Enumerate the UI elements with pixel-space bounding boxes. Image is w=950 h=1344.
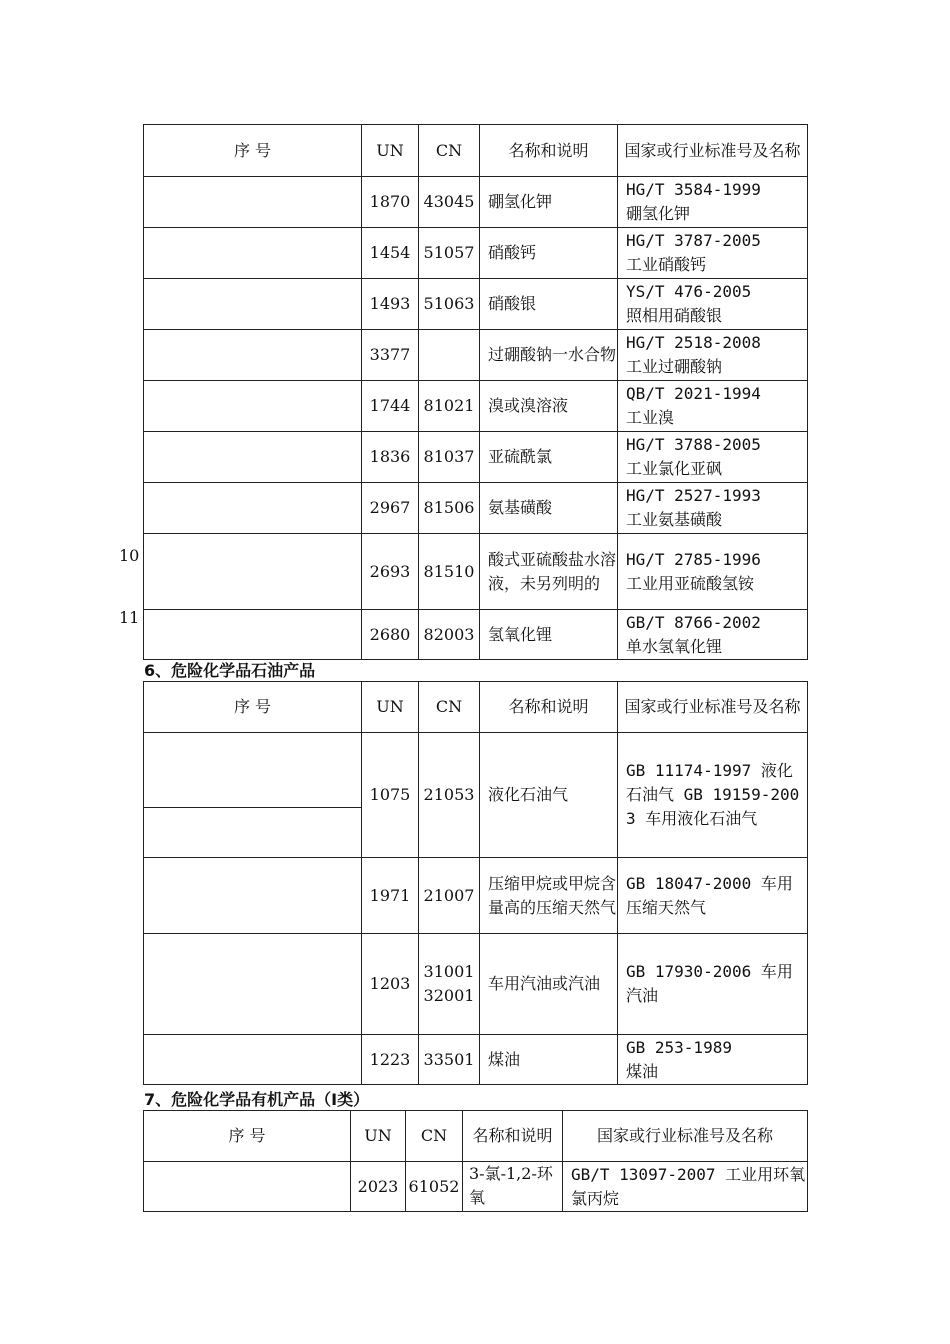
un-cell: 2967 [362,483,419,534]
name-cell: 煤油 [480,1035,618,1085]
std-cell [618,534,808,610]
un-cell: 2693 [362,534,419,610]
table-row [144,610,808,660]
name-cell: 液化石油气 [480,733,618,858]
seq-cell [144,279,362,330]
un-cell: 1203 [362,934,419,1035]
std-code: HG/T 3584-1999 [626,180,761,199]
table-header-row [144,682,808,733]
seq-cell [144,228,362,279]
cn-cell: 43045 [419,177,480,228]
table-row [144,934,808,1035]
std-name: 工业氨基磺酸 [626,510,723,529]
std-cell: GB/T 13097-2007 工业用环氧氯丙烷 [563,1162,808,1212]
chemicals-table-petroleum [143,681,808,1085]
header-seq: 序 号 [144,682,362,733]
std-cell: GB 17930-2006 车用汽油 [618,934,808,1035]
table-row [144,733,808,808]
std-cell [618,177,808,228]
header-cn: CN [419,125,480,177]
cn-cell: 81506 [419,483,480,534]
table-row [144,483,808,534]
seq-cell [144,534,362,610]
un-cell: 1971 [362,858,419,934]
cn-cell: 31001 32001 [419,934,480,1035]
cn-cell: 81021 [419,381,480,432]
seq-cell [144,432,362,483]
cn-cell [419,330,480,381]
header-cn: CN [419,682,480,733]
table-row [144,228,808,279]
std-cell [618,610,808,660]
std-code: HG/T 2527-1993 [626,486,761,505]
std-name: 硼氢化钾 [626,204,691,223]
std-name: 工业过硼酸钠 [626,357,723,376]
name-cell: 氨基磺酸 [480,483,618,534]
std-cell [618,1035,808,1085]
header-seq: 序 号 [144,125,362,177]
cn-cell: 61052 [406,1162,463,1212]
un-cell: 1493 [362,279,419,330]
std-cell [618,381,808,432]
header-std: 国家或行业标准号及名称 [563,1111,808,1162]
table-row [144,858,808,934]
std-cell [618,228,808,279]
header-name: 名称和说明 [463,1111,563,1162]
section-6-heading: 6、危险化学品石油产品 [144,661,316,680]
std-code: GB 253-1989 [626,1037,732,1057]
name-text: 3-氯-1,2-环氧 [469,1164,553,1207]
seq-cell [144,177,362,228]
un-cell: 1836 [362,432,419,483]
seq-cell [144,733,362,808]
table-row [144,432,808,483]
std-cell [618,330,808,381]
table-row [144,330,808,381]
std-name: 工业氯化亚砜 [626,459,723,478]
seq-cell [144,483,362,534]
header-cn: CN [406,1111,463,1162]
seq-cell [144,808,362,858]
std-name: 工业硝酸钙 [626,255,707,274]
std-cell [618,279,808,330]
un-cell: 2680 [362,610,419,660]
name-cell: 亚硫酰氯 [480,432,618,483]
std-cell [618,483,808,534]
name-cell: 溴或溴溶液 [480,381,618,432]
un-cell: 3377 [362,330,419,381]
std-code: HG/T 2518-2008 [626,333,761,352]
table-header-row [144,125,808,177]
section-7-heading: 7、危险化学品有机产品（Ⅰ类） [144,1090,370,1109]
un-cell: 2023 [351,1162,406,1212]
std-name: 工业用亚硫酸氢铵 [626,573,755,593]
std-name: 单水氢氧化锂 [626,636,723,656]
header-un: UN [362,125,419,177]
cn-cell: 21053 [419,733,480,858]
chemicals-table-inorganic [143,124,808,660]
std-code: HG/T 3788-2005 [626,435,761,454]
table-header-row [144,1111,808,1162]
std-code: YS/T 476-2005 [626,282,752,301]
name-cell: 硝酸银 [480,279,618,330]
cn-cell: 81510 [419,534,480,610]
seq-cell [144,330,362,381]
cn-cell: 51057 [419,228,480,279]
name-cell: 硼氢化钾 [480,177,618,228]
seq-cell [144,1162,351,1212]
seq-cell [144,934,362,1035]
cn-cell: 82003 [419,610,480,660]
name-cell: 酸式亚硫酸盐水溶液，未另列明的 [480,534,618,610]
name-cell: 压缩甲烷或甲烷含量高的压缩天然气 [480,858,618,934]
cn-cell: 21007 [419,858,480,934]
table-row [144,1035,808,1085]
table-row [144,279,808,330]
seq-cell [144,1035,362,1085]
std-name: 照相用硝酸银 [626,306,723,325]
header-std: 国家或行业标准号及名称 [618,682,808,733]
name-cell: 过硼酸钠一水合物 [480,330,618,381]
header-seq: 序 号 [144,1111,351,1162]
std-code: QB/T 2021-1994 [626,384,761,403]
name-cell: 硝酸钙 [480,228,618,279]
table-row [144,177,808,228]
cn-cell: 51063 [419,279,480,330]
std-name: 工业溴 [626,408,675,427]
std-code: HG/T 2785-1996 [626,549,761,569]
row-number-10: 10 [119,546,140,565]
cn-cell: 81037 [419,432,480,483]
name-cell [463,1162,563,1212]
cn-cell: 33501 [419,1035,480,1085]
un-cell: 1454 [362,228,419,279]
table-row [144,381,808,432]
un-cell: 1870 [362,177,419,228]
seq-cell [144,858,362,934]
row-number-11: 11 [119,608,140,627]
std-name: 煤油 [626,1061,659,1081]
seq-cell [144,381,362,432]
name-cell: 车用汽油或汽油 [480,934,618,1035]
std-cell: GB 18047-2000 车用压缩天然气 [618,858,808,934]
seq-cell [144,610,362,660]
table-row [144,534,808,610]
un-cell: 1223 [362,1035,419,1085]
un-cell: 1744 [362,381,419,432]
header-std: 国家或行业标准号及名称 [618,125,808,177]
std-cell [618,432,808,483]
table-row [144,1162,808,1212]
header-un: UN [362,682,419,733]
header-name: 名称和说明 [480,682,618,733]
chemicals-table-organic [143,1110,808,1212]
std-code: GB/T 8766-2002 [626,612,761,632]
std-code: HG/T 3787-2005 [626,231,761,250]
name-cell: 氢氧化锂 [480,610,618,660]
header-un: UN [351,1111,406,1162]
std-cell: GB 11174-1997 液化石油气 GB 19159-2003 车用液化石油气 [618,733,808,858]
header-name: 名称和说明 [480,125,618,177]
un-cell: 1075 [362,733,419,858]
